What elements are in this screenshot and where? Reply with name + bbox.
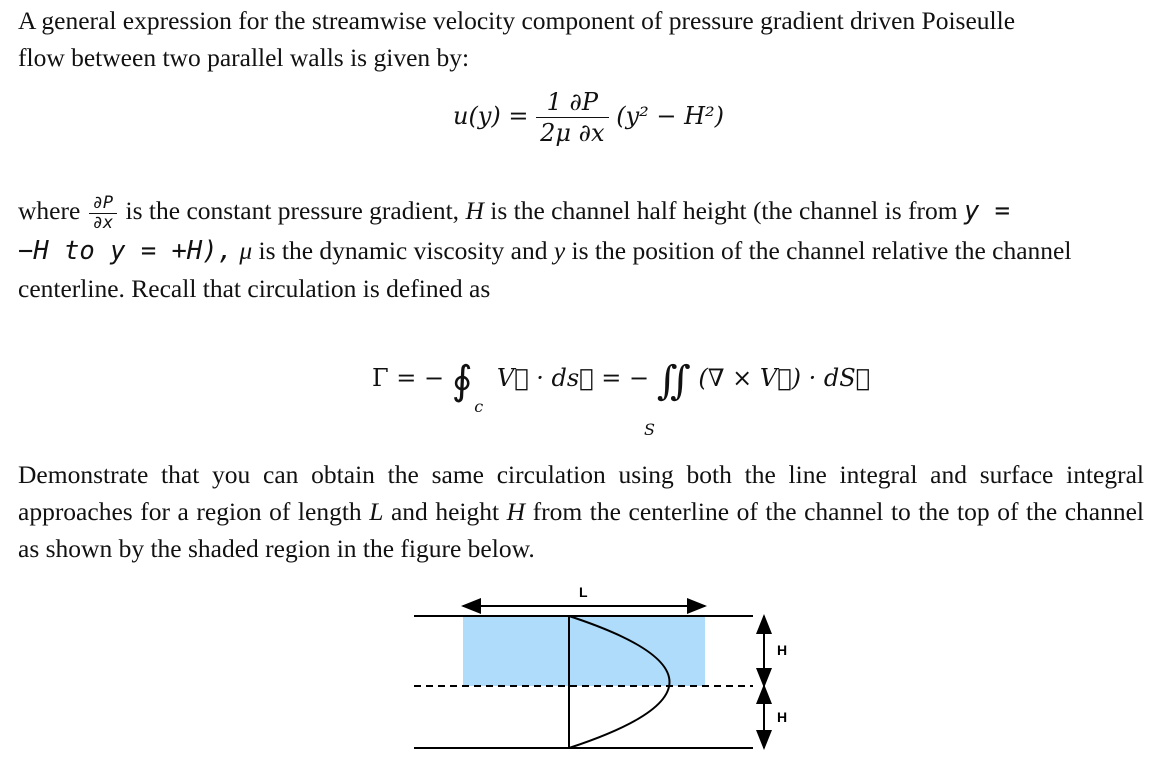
- label-H-top: H: [777, 642, 788, 658]
- equation2-integrand1: V⃗ · ds⃗ = −: [496, 364, 650, 392]
- label-H-bottom: H: [777, 709, 788, 725]
- where-seg4: is the position of the channel relative the channel: [565, 235, 1072, 265]
- demonstrate-seg2: and height: [383, 497, 507, 526]
- demonstrate-seg3: from the centerline of the channel to the top of the channel as shown by the shaded region in the figure below.: [18, 497, 1144, 563]
- equation2-integrand2: (∇ × V⃗) · dS⃗: [698, 364, 871, 392]
- surface-subscript: S: [644, 420, 655, 439]
- equation1-denominator: 2μ ∂x: [540, 119, 605, 147]
- equation1-rhs: (y² − H²): [616, 102, 725, 130]
- demonstrate-seg1: Demonstrate that you can obtain the same circulation using both the line integral and surface integral approaches for a region of length: [18, 460, 1144, 526]
- where-y: y: [553, 235, 566, 265]
- pressure-gradient-den: ∂x: [92, 212, 114, 233]
- where-H: H: [465, 196, 484, 225]
- demonstrate-L: L: [369, 497, 384, 526]
- where-seg3: is the dynamic viscosity and: [252, 235, 554, 265]
- where-seg2: is the channel half height (the channel is from: [483, 196, 964, 225]
- where-range: −H to y = +H),: [18, 235, 233, 266]
- contour-subscript: c: [474, 397, 484, 416]
- equation2-gamma: Γ = −: [372, 364, 445, 392]
- where-y-eq: y =: [963, 196, 1011, 226]
- intro-line-1: A general expression for the streamwise velocity component of pressure gradient driven Poiseulle: [18, 6, 1016, 35]
- contour-integral-icon: ∮: [451, 358, 473, 404]
- equation1-lhs: u(y) =: [453, 102, 529, 130]
- equation1-numerator: 1 ∂P: [536, 88, 608, 118]
- where-seg1: is the constant pressure gradient,: [119, 196, 466, 225]
- label-L: L: [579, 584, 588, 600]
- surface-integral-icon: ∬: [656, 358, 691, 404]
- where-word: where: [18, 196, 81, 225]
- demonstrate-H: H: [506, 497, 526, 526]
- where-mu: μ: [239, 235, 253, 265]
- intro-line-2: flow between two parallel walls is given by:: [18, 43, 470, 72]
- where-line-3: centerline. Recall that circulation is defined as: [18, 273, 491, 303]
- pressure-gradient-num: ∂P: [89, 195, 117, 214]
